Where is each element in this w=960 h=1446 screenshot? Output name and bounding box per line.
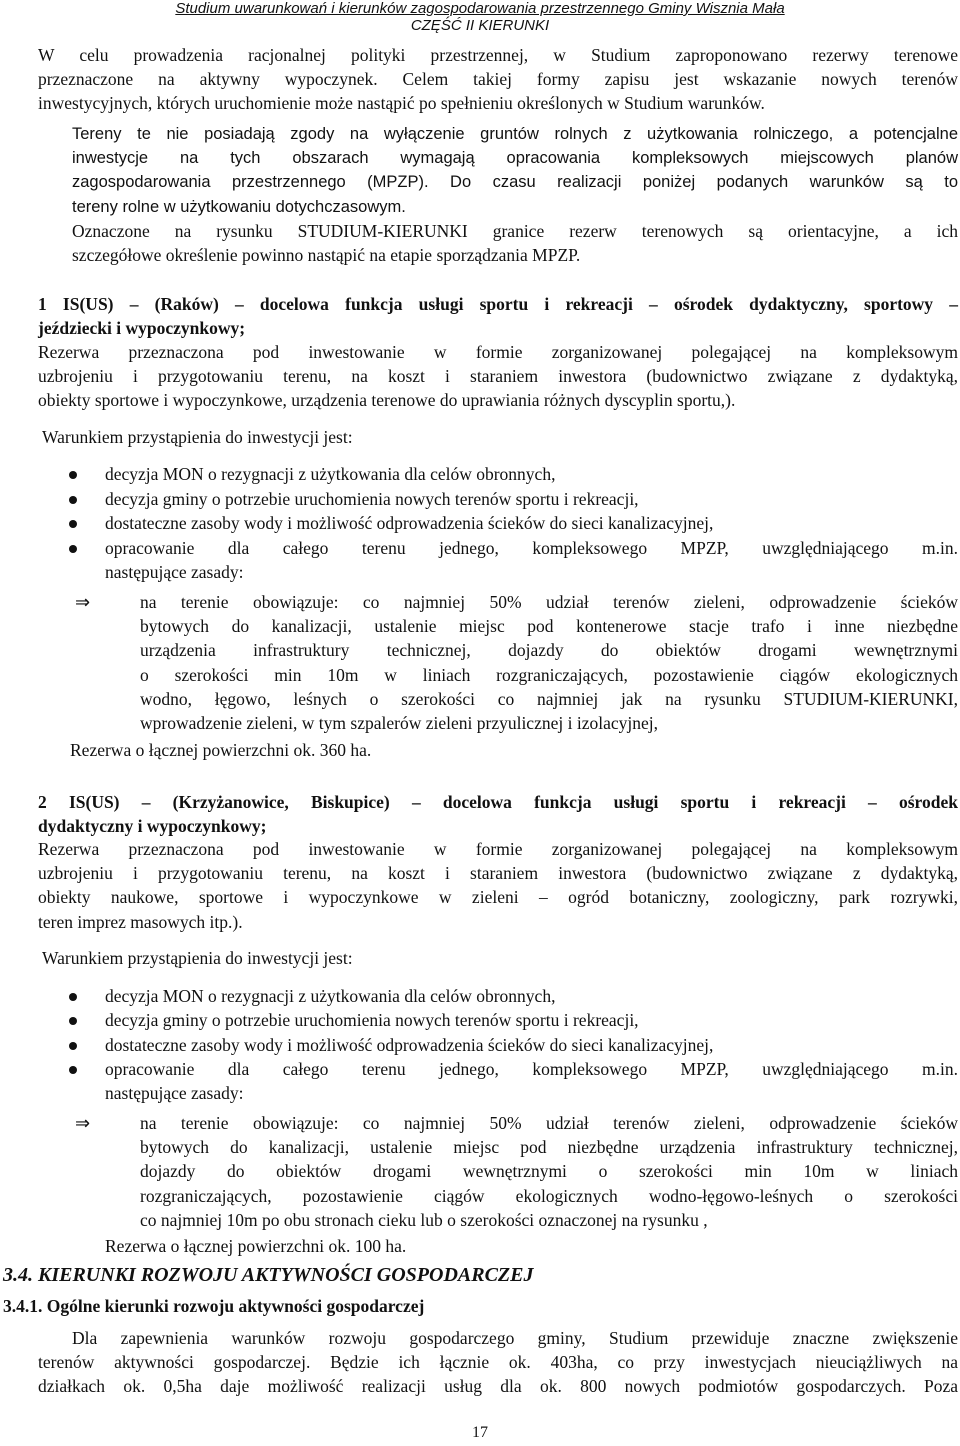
text-line: terenów aktywności gospodarczej. Będzie ich łącznie ok. 403ha, co przy inwestycjach nieuciążliwych na <box>38 1352 958 1373</box>
text-line: Tereny te nie posiadają zgody na wyłączenie gruntów rolnych z użytkowania rolniczego, a potencjalne <box>72 125 958 143</box>
section-paragraph <box>38 1326 958 1399</box>
text-line: na terenie obowiązuje: co najmniej 50% udział terenów zieleni, odprowadzenie ścieków <box>140 1113 958 1133</box>
intro-paragraph-1 <box>38 43 958 116</box>
list-item-continuation: następujące zasady: <box>105 1083 244 1103</box>
reserve-1-conditions-label: Warunkiem przystąpienia do inwestycji jest: <box>42 427 353 447</box>
list-item: dostateczne zasoby wody i możliwość odprowadzenia ścieków do sieci kanalizacyjnej, <box>105 513 714 533</box>
text-line: wodno, łęgowo, leśnych o szerokości co najmniej jak na rysunku STUDIUM-KIERUNKI, <box>140 688 958 709</box>
bullet-icon <box>69 545 77 553</box>
text-line: urządzenia infrastruktury technicznej, dojazdy do obiektów drogami wewnętrznymi <box>140 640 958 661</box>
text-line: dojazdy do obiektów drogami wewnętrznymi o szerokości min 10m w liniach <box>140 1161 958 1182</box>
list-item: opracowanie dla całego terenu jednego, kompleksowego MPZP, uwzględniającego m.in. <box>105 538 958 558</box>
bullet-icon <box>69 496 77 504</box>
text-line: szczegółowe określenie powinno nastąpić na etapie sporządzania MPZP. <box>72 245 581 266</box>
text-line: na terenie obowiązuje: co najmniej 50% udział terenów zieleni, odprowadzenie ścieków <box>140 592 958 612</box>
text-line: W celu prowadzenia racjonalnej polityki przestrzennej, w Studium zaproponowano rezerwy terenowe <box>38 45 958 65</box>
text-line: Oznaczone na rysunku STUDIUM-KIERUNKI granice rezerw terenowych są orientacyjne, a ich <box>72 221 958 241</box>
reserve-2-heading <box>38 790 958 838</box>
list-item: decyzja gminy o potrzebie uruchomienia nowych terenów sportu i rekreacji, <box>105 1010 639 1030</box>
bullet-icon <box>69 471 77 479</box>
text-line: Rezerwa przeznaczona pod inwestowanie w formie zorganizowanej polegającej na kompleksowym <box>38 342 958 362</box>
subsection-heading: 3.4.1. Ogólne kierunki rozwoju aktywności gospodarczej <box>3 1296 425 1316</box>
document-header-part: CZĘŚĆ II KIERUNKI <box>410 17 550 34</box>
bullet-icon <box>69 1042 77 1050</box>
text-line: obiekty naukowe, sportowe i wypoczynkowe w zieleni – ogród botaniczny, zoologiczny, park rozrywki, <box>38 887 958 908</box>
bullet-icon <box>69 1066 77 1074</box>
reserve-2-conditions-label: Warunkiem przystąpienia do inwestycji jest: <box>42 948 353 968</box>
list-item: decyzja gminy o potrzebie uruchomienia nowych terenów sportu i rekreacji, <box>105 489 639 509</box>
reserve-2-rules <box>140 1111 958 1232</box>
bullet-icon <box>69 1017 77 1025</box>
text-line: wprowadzenie zieleni, w tym szpalerów zieleni przyulicznej i izolacyjnej, <box>140 713 658 734</box>
text-line: bytowych do kanalizacji, ustalenie miejsc pod kontenerowe stacje trafo i inne niezbędne <box>140 616 958 637</box>
text-line: teren imprez masowych itp.). <box>38 911 243 932</box>
text-line: inwestycje na tych obszarach wymagają opracowania kompleksowych miejscowych planów <box>72 149 958 168</box>
text-line: obiekty sportowe i wypoczynkowe, urządzenia terenowe do uprawiania różnych dyscyplin sportu,). <box>38 390 736 411</box>
text-line: uzbrojeniu i przygotowaniu terenu, na koszt i staraniem inwestora (budownictwo związane z dydaktyką, <box>38 863 958 884</box>
document-header-title: Studium uwarunkowań i kierunków zagospodarowania przestrzennego Gminy Wisznia Mała <box>175 0 785 17</box>
double-arrow-right-icon: ⇒ <box>75 592 91 613</box>
text-line: 2 IS(US) – (Krzyżanowice, Biskupice) – docelowa funkcja usługi sportu i rekreacji – ośrodek <box>38 792 958 812</box>
list-item: decyzja MON o rezygnacji z użytkowania dla celów obronnych, <box>105 986 556 1006</box>
text-line: przeznaczone na aktywny wypoczynek. Celem takiej formy zapisu jest wskazanie nowych terenów <box>38 69 958 90</box>
text-line: o szerokości min 10m w liniach rozgraniczających, pozostawienie ciągów ekologicznych <box>140 664 958 685</box>
bullet-icon <box>69 520 77 528</box>
reserve-1-rules <box>140 590 958 735</box>
intro-paragraph-3 <box>72 219 958 267</box>
section-heading: 3.4. KIERUNKI ROZWOJU AKTYWNOŚCI GOSPODARCZEJ <box>3 1264 534 1286</box>
text-line: działkach ok. 0,5ha daje możliwość realizacji usług dla ok. 800 nowych podmiotów gospodarczych. Poza <box>38 1376 958 1397</box>
reserve-1-description <box>38 340 958 413</box>
list-item-continuation: następujące zasady: <box>105 562 244 582</box>
text-line: 1 IS(US) – (Raków) – docelowa funkcja usługi sportu i rekreacji – ośrodek dydaktyczny, sportowy – <box>38 294 958 314</box>
list-item: dostateczne zasoby wody i możliwość odprowadzenia ścieków do sieci kanalizacyjnej, <box>105 1035 714 1055</box>
reserve-1-heading <box>38 292 958 340</box>
text-line: jeździecki i wypoczynkowy; <box>38 318 246 339</box>
text-line: uzbrojeniu i przygotowaniu terenu, na koszt i staraniem inwestora (budownictwo związane z dydaktyką, <box>38 366 958 387</box>
reserve-1-area: Rezerwa o łącznej powierzchni ok. 360 ha. <box>70 740 372 760</box>
text-line: zagospodarowania przestrzennego (MPZP). Do czasu realizacji poniżej podanych warunków są to <box>72 173 958 192</box>
text-line: co najmniej 10m po obu stronach cieku lub o szerokości oznaczonej na rysunku , <box>140 1209 708 1230</box>
text-line: bytowych do kanalizacji, ustalenie miejsc pod niezbędne urządzenia infrastruktury technicznej, <box>140 1137 958 1158</box>
page-number: 17 <box>472 1424 488 1441</box>
reserve-2-description <box>38 837 958 934</box>
double-arrow-right-icon: ⇒ <box>75 1113 91 1134</box>
reserve-2-area: Rezerwa o łącznej powierzchni ok. 100 ha. <box>105 1236 407 1256</box>
bullet-icon <box>69 993 77 1001</box>
text-line: inwestycyjnych, których uruchomienie może nastąpić po spełnieniu określonych w Studium warunków. <box>38 93 765 114</box>
text-line: Rezerwa przeznaczona pod inwestowanie w formie zorganizowanej polegającej na kompleksowym <box>38 839 958 859</box>
text-line: Dla zapewnienia warunków rozwoju gospodarczego gminy, Studium przewiduje znaczne zwiększenie <box>72 1328 958 1348</box>
text-line: tereny rolne w użytkowaniu dotychczasowym. <box>72 197 406 216</box>
text-line: dydaktyczny i wypoczynkowy; <box>38 816 267 837</box>
list-item: opracowanie dla całego terenu jednego, kompleksowego MPZP, uwzględniającego m.in. <box>105 1059 958 1079</box>
text-line: rozgraniczających, pozostawienie ciągów ekologicznych wodno-łęgowo-leśnych o szerokości <box>140 1185 958 1206</box>
intro-paragraph-2 <box>72 122 958 219</box>
list-item: decyzja MON o rezygnacji z użytkowania dla celów obronnych, <box>105 464 556 484</box>
